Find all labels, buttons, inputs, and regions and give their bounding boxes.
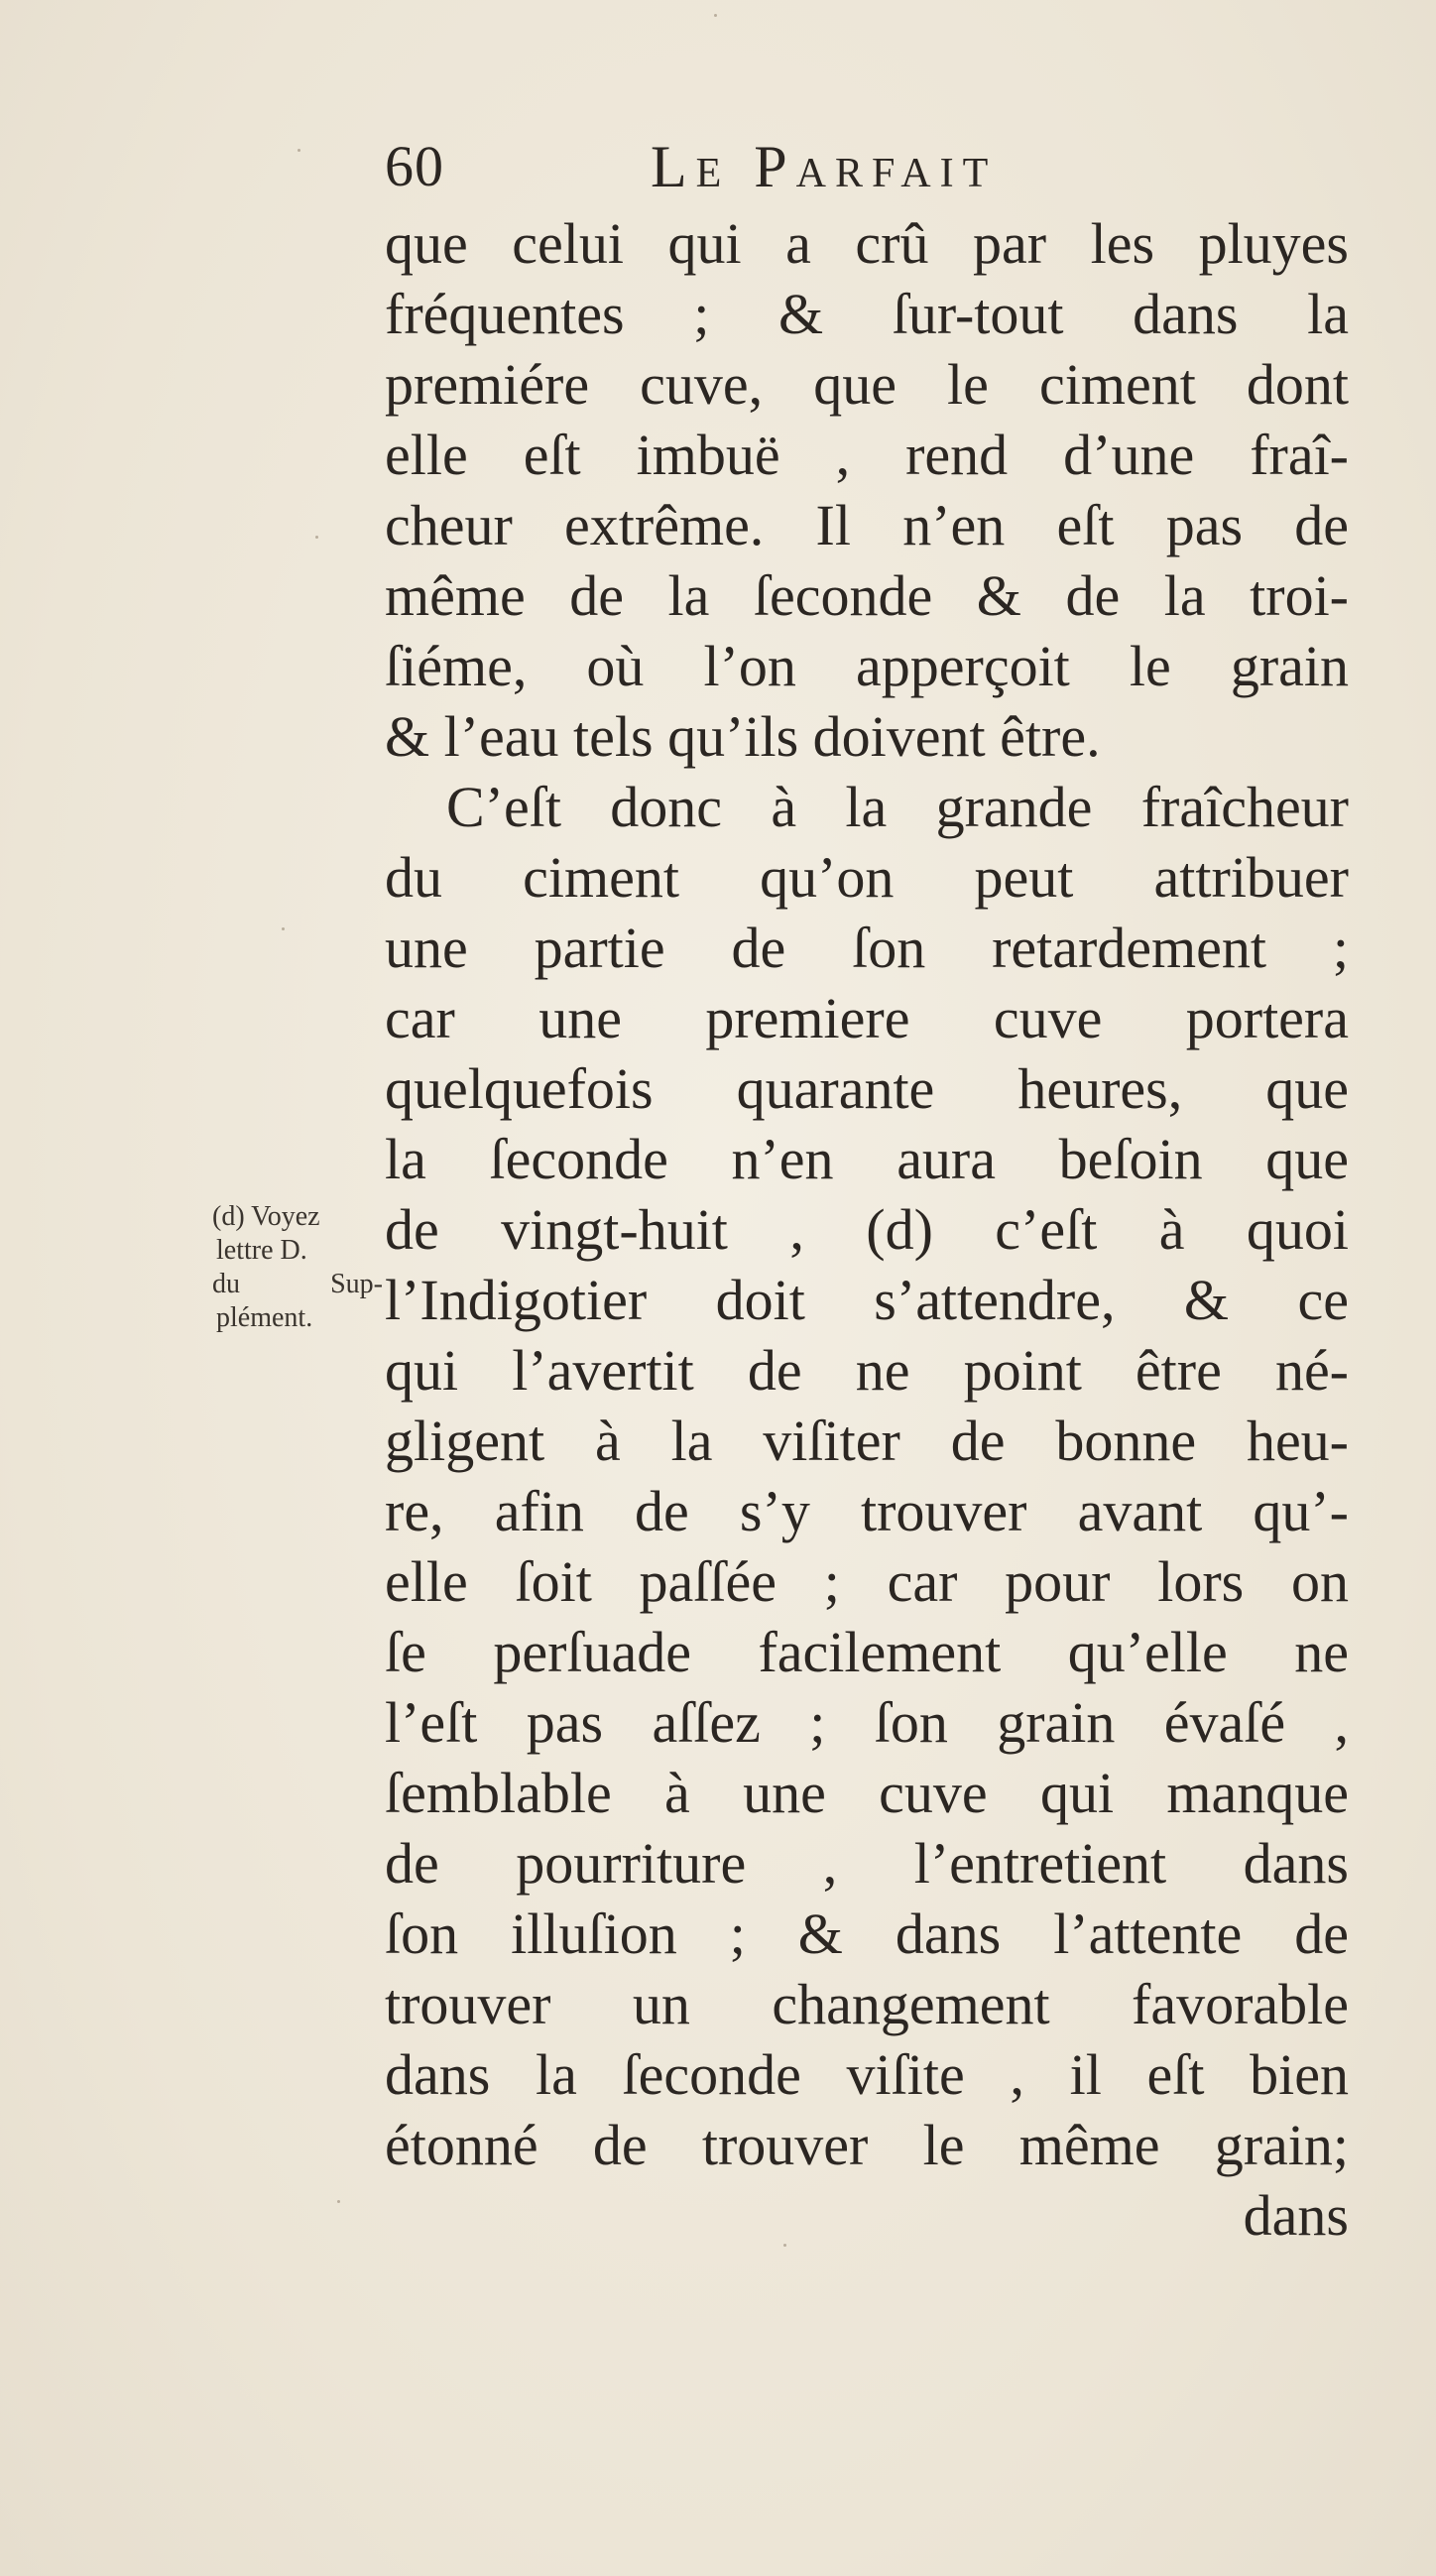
text-line: ſon illuſion ; & dans l’attente de	[385, 1901, 1349, 1966]
text-line: ſiéme, où l’on apperçoit le grain	[385, 634, 1349, 698]
text-line: qui l’avertit de ne point être né-	[385, 1338, 1349, 1403]
text-line: même de la ſeconde & de la troi-	[385, 563, 1349, 628]
text-line: que celui qui a crû par les pluyes	[385, 211, 1349, 276]
margin-note-line: du Sup-	[212, 1269, 383, 1299]
running-title: Le Parfait	[651, 134, 998, 199]
margin-note	[212, 1200, 383, 1335]
text-line: dans la ſeconde viſite , il eſt bien	[385, 2042, 1349, 2107]
text-line: fréquentes ; & ſur-tout dans la	[385, 282, 1349, 346]
margin-note-line: lettre D.	[216, 1235, 307, 1266]
text-line: elle eſt imbuë , rend d’une fraî-	[385, 423, 1349, 487]
text-line: une partie de ſon retardement ;	[385, 916, 1349, 980]
text-line: étonné de trouver le même grain;	[385, 2113, 1349, 2177]
text-line: car une premiere cuve portera	[385, 986, 1349, 1050]
text-line: la ſeconde n’en aura beſoin que	[385, 1127, 1349, 1191]
page-number: 60	[385, 134, 444, 198]
paper-speck	[298, 149, 300, 152]
text-line: de pourriture , l’entretient dans	[385, 1831, 1349, 1896]
body-text	[385, 208, 1349, 2251]
text-line: du ciment qu’on peut attribuer	[385, 845, 1349, 910]
text-line: quelquefois quarante heures, que	[385, 1056, 1349, 1121]
text-line: gligent à la viſiter de bonne heu-	[385, 1409, 1349, 1473]
paper-speck	[282, 927, 285, 930]
text-line: C’eſt donc à la grande fraîcheur	[446, 775, 1349, 839]
paper-speck	[337, 2200, 340, 2203]
text-line: ſe perſuade facilement qu’elle ne	[385, 1620, 1349, 1684]
text-line: l’Indigotier doit s’attendre, & ce	[385, 1268, 1349, 1332]
text-line: l’eſt pas aſſez ; ſon grain évaſé ,	[385, 1690, 1349, 1755]
text-line: & l’eau tels qu’ils doivent être.	[385, 704, 1101, 769]
catchword: dans	[1243, 2183, 1349, 2248]
margin-note-line: (d) Voyez	[212, 1201, 320, 1232]
running-head	[385, 127, 1099, 206]
text-line: ſemblable à une cuve qui manque	[385, 1761, 1349, 1825]
paper-speck	[714, 14, 717, 17]
paper-speck	[315, 536, 318, 539]
text-line: de vingt-huit , (d) c’eſt à quoi	[385, 1197, 1349, 1262]
text-line: elle ſoit paſſée ; car pour lors on	[385, 1549, 1349, 1614]
text-line: premiére cuve, que le ciment dont	[385, 352, 1349, 417]
paper-speck	[783, 2244, 786, 2247]
text-line: trouver un changement favorable	[385, 1972, 1349, 2036]
text-line: re, afin de s’y trouver avant qu’-	[385, 1479, 1349, 1543]
text-line: cheur extrême. Il n’en eſt pas de	[385, 493, 1349, 557]
margin-note-line: plément.	[216, 1302, 313, 1333]
